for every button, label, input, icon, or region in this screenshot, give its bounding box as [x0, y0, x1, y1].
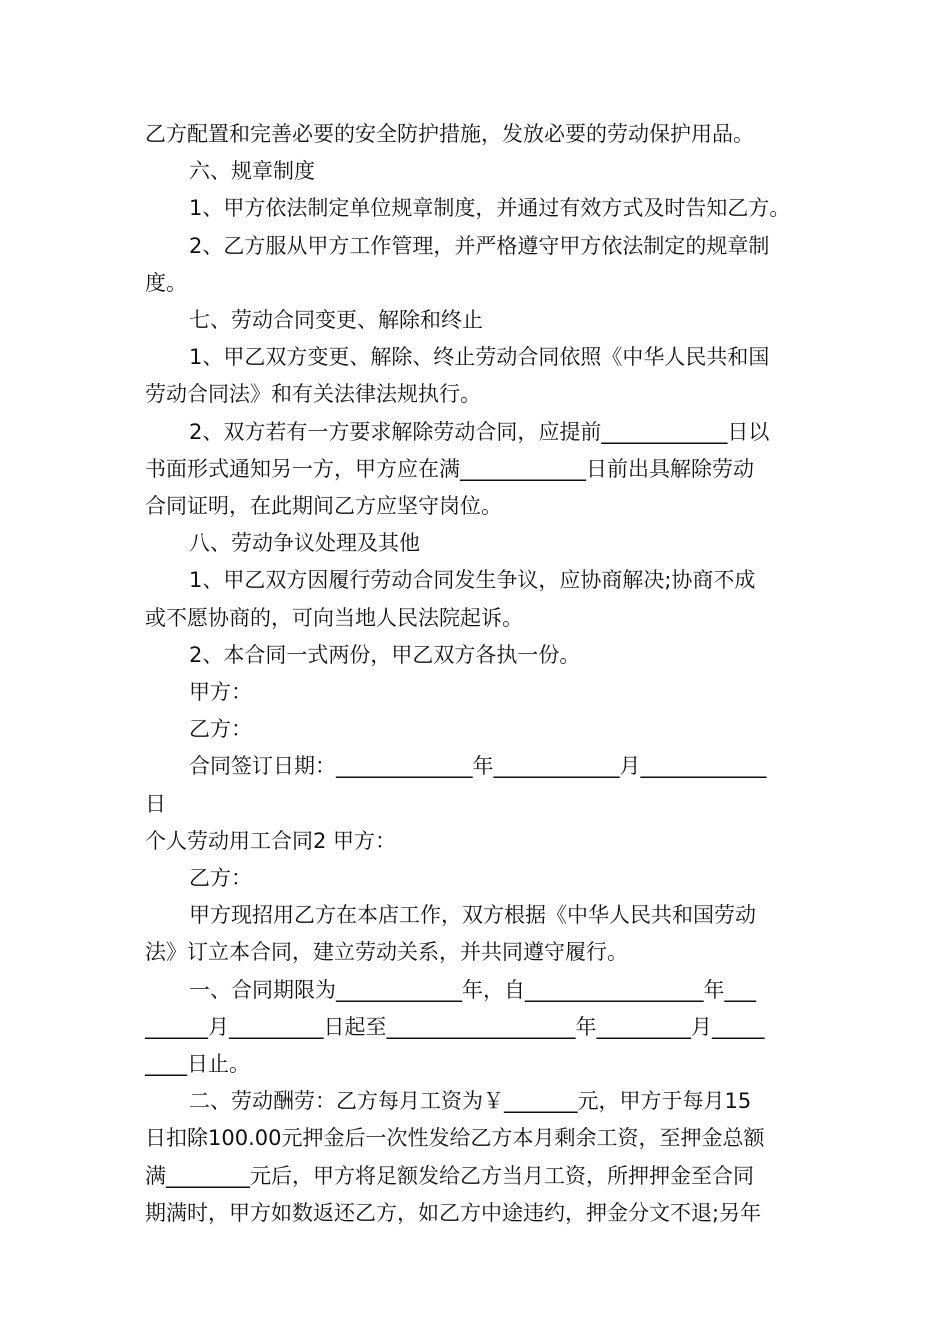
- document-line: 书面形式通知另一方，甲方应在满____________日前出具解除劳动: [145, 456, 754, 481]
- document-line: 或不愿协商的，可向当地人民法院起诉。: [145, 605, 523, 630]
- document-line: 合同证明，在此期间乙方应坚守岗位。: [145, 494, 502, 519]
- document-line: 2、双方若有一方要求解除劳动合同，应提前____________日以: [189, 419, 770, 444]
- document-line: 乙方：: [189, 866, 252, 891]
- document-line: 二、劳动酬劳：乙方每月工资为￥_______元，甲方于每月15: [189, 1089, 752, 1114]
- document-line: 乙方配置和完善必要的安全防护措施，发放必要的劳动保护用品。: [145, 122, 754, 146]
- document-line: 六、规章制度: [189, 159, 315, 184]
- document-line: 八、劳动争议处理及其他: [189, 531, 420, 556]
- document-line: 1、甲乙双方变更、解除、终止劳动合同依照《中华人民共和国: [189, 345, 770, 370]
- document-line: 甲方现招用乙方在本店工作，双方根据《中华人民共和国劳动: [189, 903, 756, 928]
- document-line: 2、本合同一式两份，甲乙双方各执一份。: [189, 642, 581, 667]
- document-line: 法》订立本合同，建立劳动关系，并共同遵守履行。: [145, 940, 628, 965]
- document-line: 2、乙方服从甲方工作管理，并严格遵守甲方依法制定的规章制: [189, 233, 770, 258]
- document-line: 日扣除100.00元押金后一次性发给乙方本月剩余工资，至押金总额: [145, 1126, 765, 1151]
- document-line: 劳动合同法》和有关法律法规执行。: [145, 382, 481, 407]
- document-line: 七、劳动合同变更、解除和终止: [189, 308, 483, 333]
- document-line: ____日止。: [145, 1052, 250, 1077]
- document-line: 满________元后，甲方将足额发给乙方当月工资，所押押金至合同: [145, 1163, 754, 1188]
- document-body: [145, 116, 813, 1232]
- document-line: 1、甲乙双方因履行劳动合同发生争议，应协商解决;协商不成: [189, 568, 756, 593]
- document-line: ______月_________日起至__________________年_________月_____: [145, 1014, 765, 1039]
- document-line: 一、合同期限为____________年，自_________________年___: [189, 977, 756, 1002]
- document-line: 合同签订日期：_____________年____________月____________: [189, 754, 767, 779]
- document-line: 日: [145, 791, 166, 816]
- document-line: 期满时，甲方如数返还乙方，如乙方中途违约，押金分文不退;另年: [145, 1200, 762, 1225]
- document-line: 个人劳动用工合同2 甲方：: [145, 828, 397, 853]
- document-line: 甲方：: [189, 680, 252, 705]
- document-line: 度。: [145, 270, 187, 295]
- document-line: 1、甲方依法制定单位规章制度，并通过有效方式及时告知乙方。: [189, 196, 791, 221]
- document-line: 乙方：: [189, 717, 252, 742]
